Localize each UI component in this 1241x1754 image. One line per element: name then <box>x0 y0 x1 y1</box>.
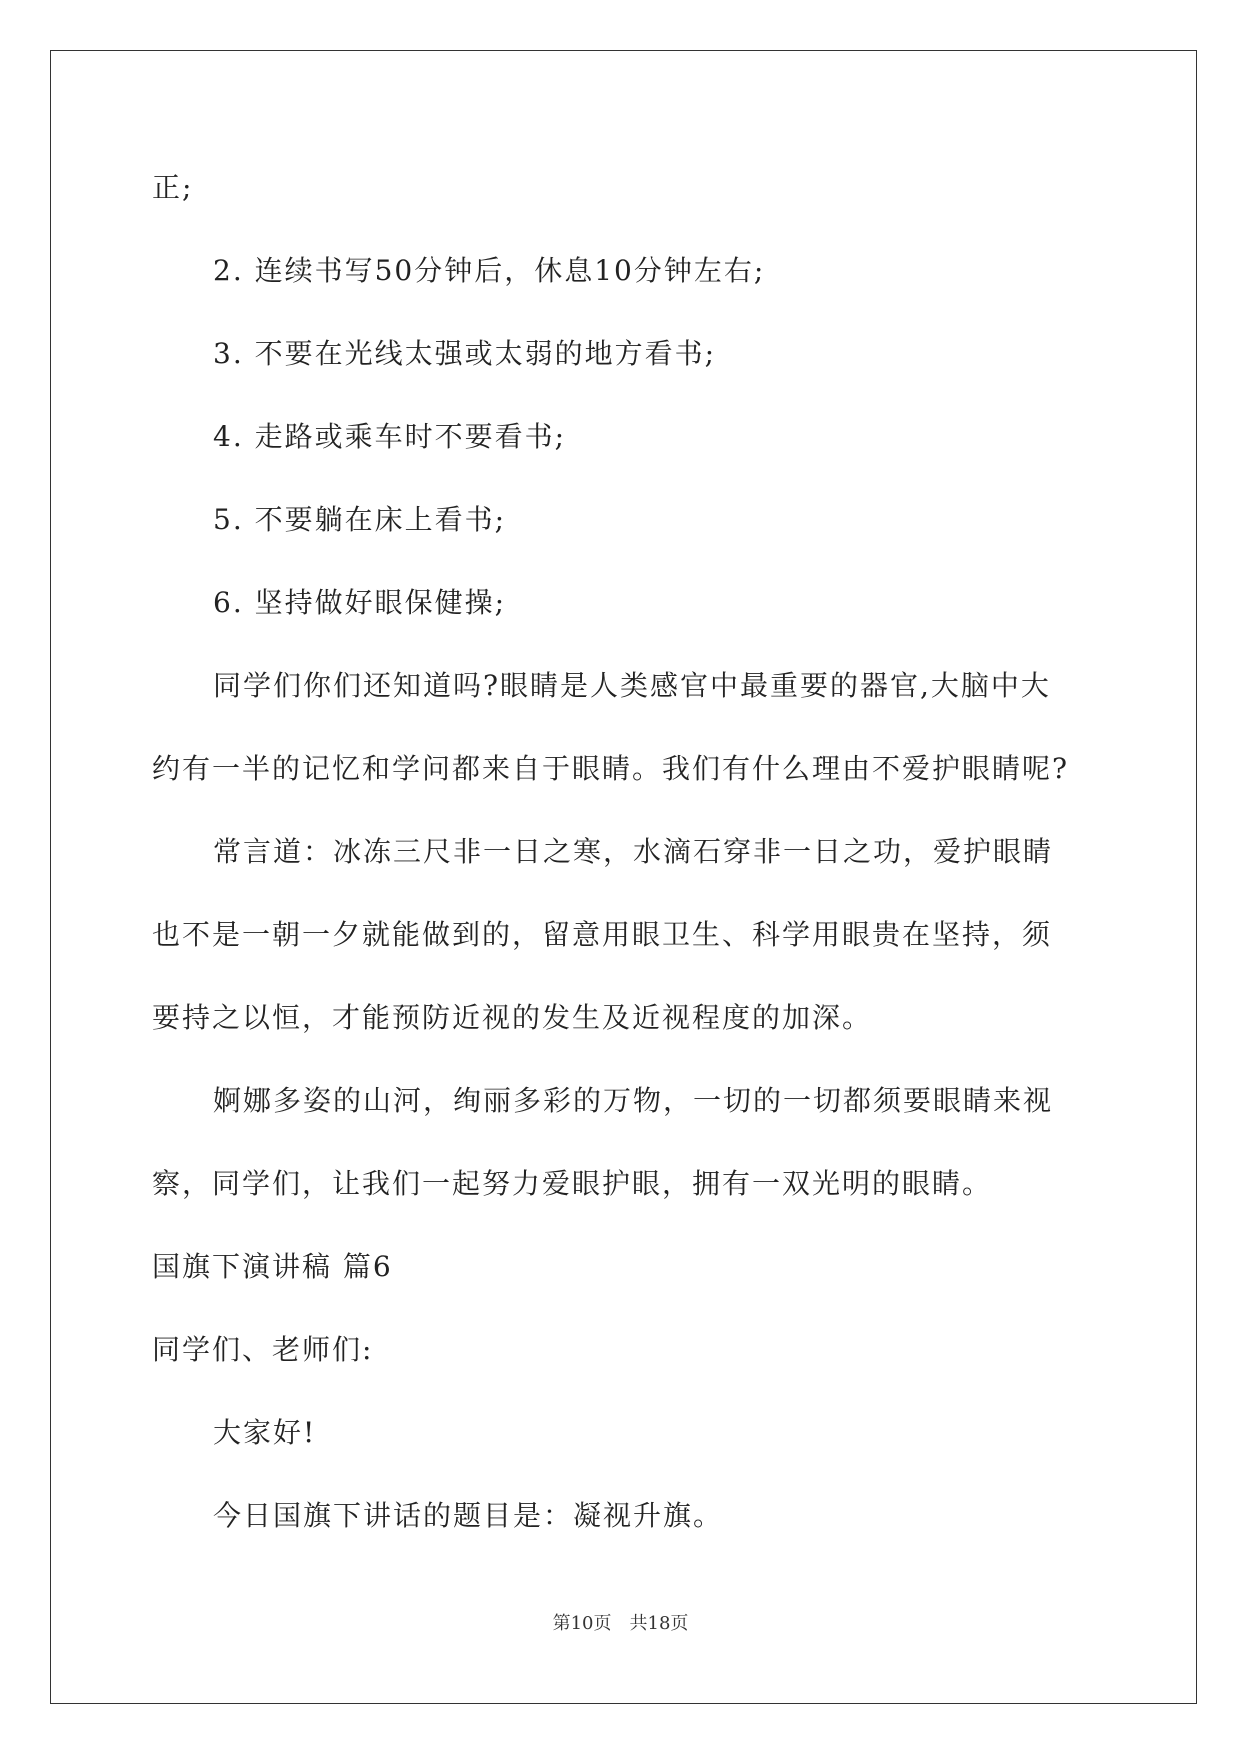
list-item: 4. 走路或乘车时不要看书; <box>213 420 567 453</box>
paragraph-line: 常言道：冰冻三尺非一日之寒，水滴石穿非一日之功，爱护眼睛 <box>213 835 1054 868</box>
paragraph-line: 婀娜多姿的山河，绚丽多彩的万物，一切的一切都须要眼睛来视 <box>213 1084 1054 1117</box>
paragraph-line: 约有一半的记忆和学问都来自于眼睛。我们有什么理由不爱护眼睛呢? <box>152 752 1070 785</box>
list-item: 5. 不要躺在床上看书; <box>213 503 507 536</box>
page-number-footer: 第10页 共18页 <box>552 1613 689 1634</box>
section-heading: 国旗下演讲稿 篇6 <box>152 1250 393 1283</box>
paragraph-line: 要持之以恒，才能预防近视的发生及近视程度的加深。 <box>152 1001 873 1034</box>
page-border <box>50 50 1197 1704</box>
list-item: 3. 不要在光线太强或太弱的地方看书; <box>213 337 717 370</box>
paragraph-line: 也不是一朝一夕就能做到的，留意用眼卫生、科学用眼贵在坚持，须 <box>152 918 1053 951</box>
paragraph-line: 今日国旗下讲话的题目是：凝视升旗。 <box>213 1499 724 1532</box>
paragraph-line: 察，同学们，让我们一起努力爱眼护眼，拥有一双光明的眼睛。 <box>152 1167 993 1200</box>
salutation: 同学们、老师们: <box>152 1333 374 1366</box>
text-line: 正; <box>152 171 194 204</box>
greeting: 大家好! <box>213 1416 317 1449</box>
list-item: 2. 连续书写50分钟后，休息10分钟左右; <box>213 254 766 287</box>
paragraph-line: 同学们你们还知道吗?眼睛是人类感官中最重要的器官,大脑中大 <box>213 669 1051 702</box>
list-item: 6. 坚持做好眼保健操; <box>213 586 507 619</box>
